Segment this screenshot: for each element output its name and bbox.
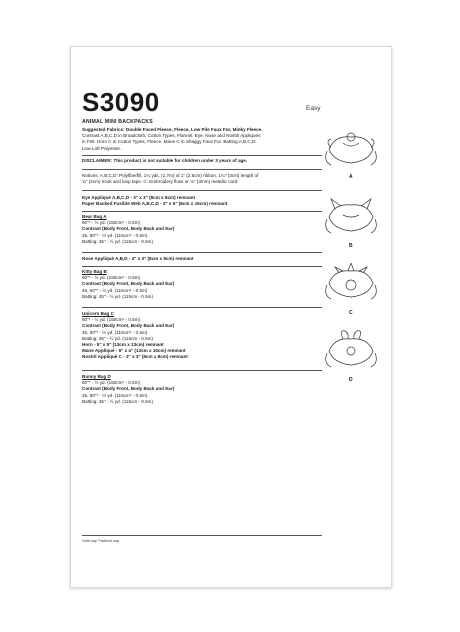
bunny-bag-line: 45, 60"* - ½ yd. (115cm* - 0.5m) [82,392,148,398]
divider [82,169,322,170]
view-label-d: D [349,377,353,383]
kitty-bag-line: 60"* - ½ yd. (150cm* - 0.5m) [82,275,141,281]
pattern-envelope-back [70,46,392,588]
divider [82,307,322,308]
divider [82,370,322,371]
bunny-bag-section [82,374,297,405]
eye-applique-remnant: Eye Appliqué A,B,C,D - 3" x 3" (8cm x 8cm) remnant [82,195,196,200]
view-label-b: B [349,243,353,249]
bunny-backpack-illustration [321,329,381,369]
unicorn-bag-line: Contrast (Body Front, Body Back and Ear) [82,323,175,329]
unicorn-bag-line: Nostril Appliqué C - 3" x 3" (8cm x 8cm) remnant [82,354,188,360]
nose-applique-remnant: Nose Appliqué A,B,D - 3" x 3" (8cm x 8cm) remnant [82,256,194,261]
unicorn-bag-title: Unicorn Bag C [82,311,114,316]
unicorn-bag-line: Mane Appliqué - 5" x 4" (13cm x 10cm) remnant [82,348,186,354]
notions-line-1: Notions: A,B,C,D: Polyfiberfill, 1¼ yds. (1.7m) of 1" (2.5cm) ribbon, 1¼" (3cm) length of [82,173,259,178]
divider [82,190,322,191]
bunny-bag-line: Contrast (Body Front, Body Back and Ear) [82,386,175,392]
kitty-bag-line: 45, 60"* - ½ yd. (115cm* - 0.5m) [82,287,148,293]
divider [82,211,322,212]
kitty-backpack-illustration [321,197,381,237]
fusible-web-remnant: Paper Backed Fusible Web A,B,C,D - 3" x 6" (8cm x 15cm) remnant [82,201,228,207]
fabrics-line-4: Low-Loft Polyester. [82,145,122,151]
bunny-bag-title: Bunny Bag D [82,374,111,379]
disclaimer-text: DISCLAIMER: This product is not suitable for children under 3 years of age. [82,158,248,163]
bunny-bag-line: Batting: 45" - ½ yd. (115cm - 0.5m) [82,398,153,404]
kitty-bag-line: Batting: 45" - ½ yd. (115cm - 0.5m) [82,293,153,299]
notions [82,173,297,185]
bear-bag-line: Contrast (Body Front, Body Back and Ear) [82,226,175,232]
bear-bag-line: 60"* - ½ yd. (150cm* - 0.5m) [82,220,141,226]
bunny-bag-line: 60"* - ½ yd. (150cm* - 0.5m) [82,380,141,386]
suggested-fabrics [82,127,297,152]
fabrics-line-1: Suggested Fabrics: Double Faced Fleece, Fleece, Low Pile Faux Fur, Minky Fleece. [82,127,263,132]
bear-bag-line: 45, 60"* - ½ yd. (115cm* - 0.5m) [82,232,148,238]
view-label-c: C [349,310,353,316]
unicorn-bag-line: 45, 60"* - ½ yd. (115cm* - 0.5m) [82,329,148,335]
bear-bag-title: Bear Bag A [82,214,107,219]
footnote: *with nap **without nap [82,539,119,543]
bear-bag-section [82,214,297,245]
fabrics-line-3: in Felt. Horn C in Cotton Types, Fleece. Mane C in Shaggy Faux Fur. Batting A,B,C,D: [82,139,257,145]
difficulty-label: Easy [306,105,321,112]
kitty-bag-title: Kitty Bag B [82,269,107,274]
nose-applique [82,256,297,262]
pattern-title: ANIMAL MINI BACKPACKS [82,119,153,125]
divider [82,252,322,253]
unicorn-bag-line: Batting: 45" - ½ yd. (115cm - 0.5m) [82,335,153,341]
unicorn-bag-section [82,311,297,361]
disclaimer [82,158,297,164]
divider [82,266,322,267]
bear-backpack-illustration [321,131,381,171]
divider [82,535,322,536]
fabrics-line-2: Contrast A,B,C,D in Broadcloth, Cotton Types, Flannel. Eye, Nose and Nostril Appliqués [82,133,261,139]
unicorn-backpack-illustration [321,263,381,303]
remnants [82,195,297,207]
kitty-bag-line: Contrast (Body Front, Body Back and Ear) [82,281,175,287]
pattern-number: S3090 [82,87,160,117]
divider [82,155,322,156]
view-label-a: A [349,174,353,180]
unicorn-bag-line: Horn - 5" x 5" (13cm x 13cm) remnant [82,342,164,348]
kitty-bag-section [82,269,297,300]
unicorn-bag-line: 60"* - ½ yd. (150cm* - 0.5m) [82,317,141,323]
bear-bag-line: Batting: 45" - ½ yd. (115cm - 0.5m) [82,238,153,244]
notions-line-2: ¾" (2cm) hook and loop tape. C: Embroidery floss or ⅛" (3mm) metallic cord. [82,179,239,185]
